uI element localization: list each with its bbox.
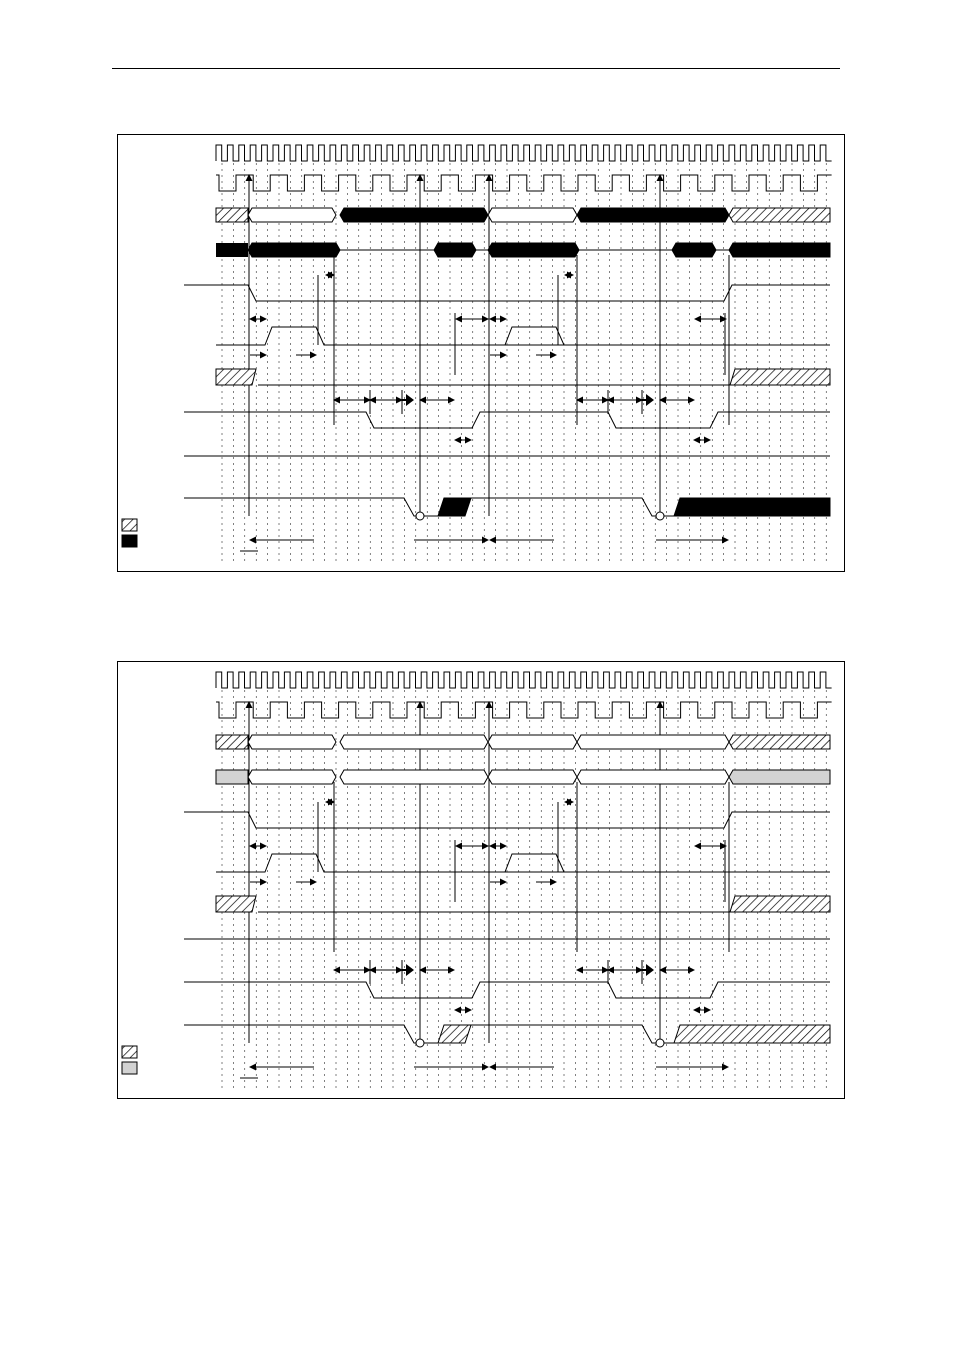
hatched-row-left xyxy=(216,896,256,912)
bus-b-right xyxy=(729,243,830,257)
bus-a-segment xyxy=(340,735,488,749)
hatched-row-right xyxy=(730,896,830,912)
timing-diagram-2-canvas xyxy=(118,662,844,1098)
bus-a-segment xyxy=(488,735,577,749)
bus-b-segment xyxy=(672,243,716,257)
data-valid-block xyxy=(438,498,471,516)
control-waveform xyxy=(216,982,830,998)
slow-clock-waveform xyxy=(216,702,832,718)
bus-b-segment xyxy=(434,243,476,257)
data-waveform xyxy=(216,1025,420,1043)
data-waveform xyxy=(216,498,420,516)
pulse-waveform-1 xyxy=(216,327,830,345)
strobe-waveform xyxy=(216,285,830,301)
bus-b-segment xyxy=(340,770,488,784)
bus-a-invalid-right xyxy=(729,208,830,222)
bus-a-segment xyxy=(488,208,577,222)
fast-clock-waveform xyxy=(216,145,832,161)
slow-clock-waveform xyxy=(216,175,832,191)
legend-swatch-hatched xyxy=(122,1046,137,1058)
legend-swatch-grey xyxy=(122,1062,137,1074)
bus-a-segment xyxy=(577,208,729,222)
pulse-waveform-2 xyxy=(489,327,564,345)
data-sample-circle xyxy=(416,512,424,520)
timing-diagram-2 xyxy=(117,661,845,1099)
bus-a-segment xyxy=(577,735,729,749)
hatched-row-left xyxy=(216,369,256,385)
data-sample-circle xyxy=(416,1039,424,1047)
hatched-row-right xyxy=(730,369,830,385)
page-header-rule xyxy=(112,68,840,69)
timing-diagram-1-canvas xyxy=(118,135,844,571)
pulse-waveform-2 xyxy=(489,854,564,872)
data-valid-block xyxy=(674,498,830,516)
bus-a-invalid-right xyxy=(729,735,830,749)
bus-b-left xyxy=(216,770,248,784)
bus-b-right xyxy=(729,770,830,784)
data-sample-circle xyxy=(656,512,664,520)
bus-a-segment xyxy=(340,208,488,222)
bus-a-invalid-left xyxy=(216,735,248,749)
bus-b-segment xyxy=(488,770,577,784)
timing-diagram-1 xyxy=(117,134,845,572)
strobe-waveform xyxy=(216,812,830,828)
bus-b-segment xyxy=(488,243,579,257)
legend-swatch-solid-black xyxy=(122,535,137,547)
bus-a-segment xyxy=(248,208,336,222)
control-waveform xyxy=(216,412,830,428)
fast-clock-waveform xyxy=(216,672,832,688)
data-waveform xyxy=(471,1025,656,1043)
bus-a-segment xyxy=(248,735,336,749)
bus-a-invalid-left xyxy=(216,208,248,222)
bus-b-segment xyxy=(248,243,340,257)
legend-swatch-hatched xyxy=(122,519,137,531)
data-waveform xyxy=(471,498,656,516)
bus-b-left xyxy=(216,243,248,257)
pulse-waveform-1 xyxy=(216,854,830,872)
bus-b-segment xyxy=(248,770,336,784)
bus-b-segment xyxy=(577,770,729,784)
data-sample-circle xyxy=(656,1039,664,1047)
data-valid-block xyxy=(438,1025,471,1043)
data-valid-block xyxy=(674,1025,830,1043)
